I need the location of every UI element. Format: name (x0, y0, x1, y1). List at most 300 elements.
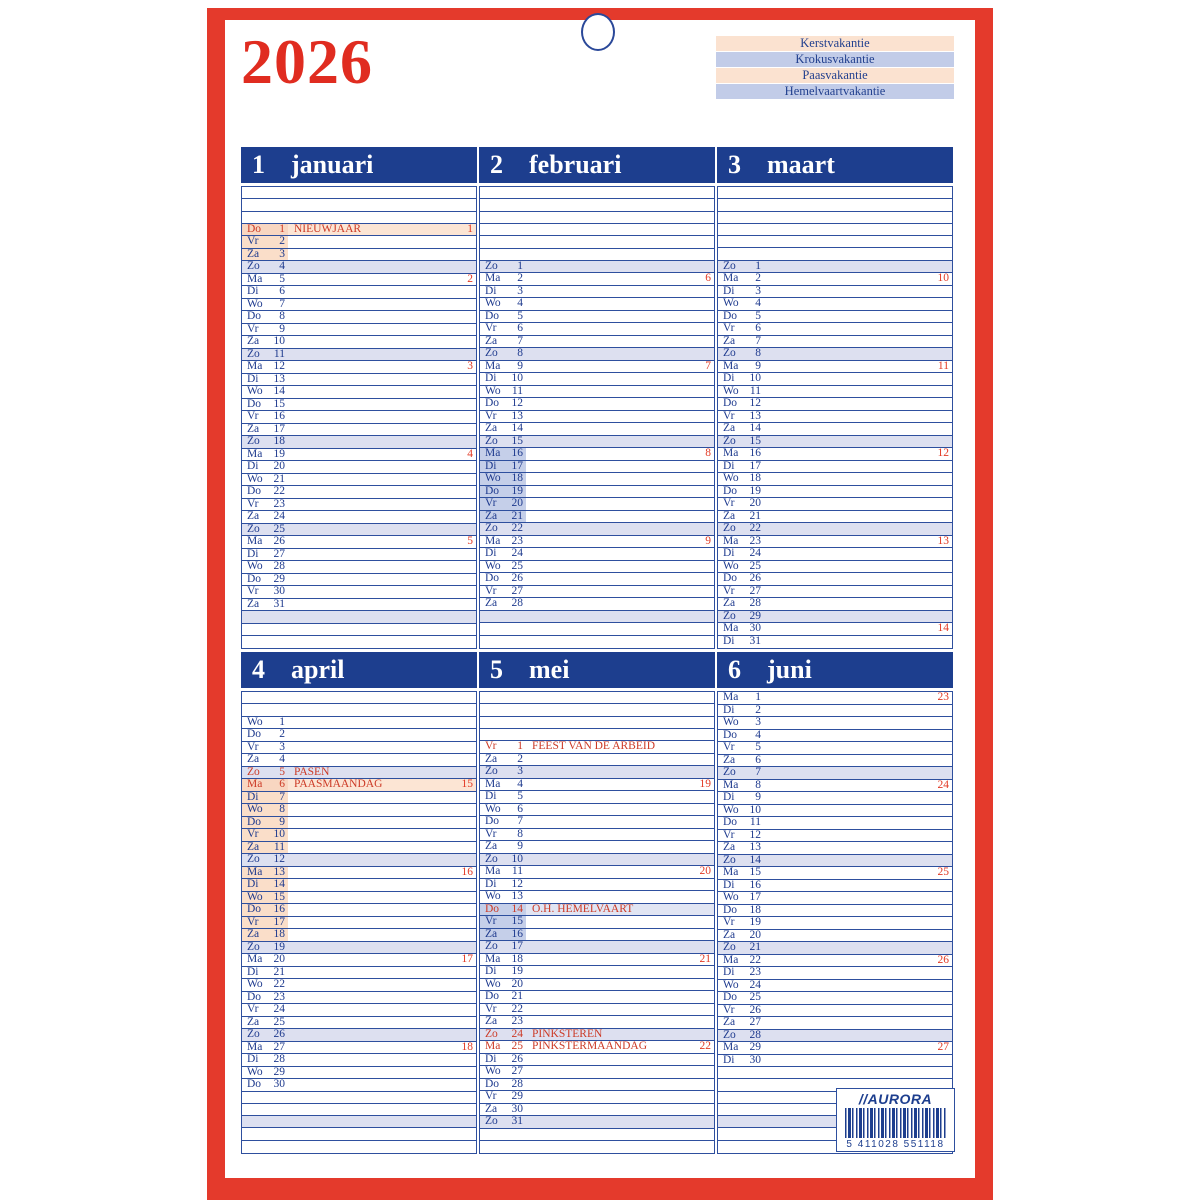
day-row (242, 1079, 476, 1092)
day-number: 12 (273, 360, 285, 373)
day-row (718, 261, 952, 274)
day-row (480, 791, 714, 804)
day-abbr: Ma (247, 953, 263, 966)
day-abbr: Ma (723, 447, 739, 460)
day-number: 15 (749, 866, 761, 878)
week-number: 8 (705, 447, 711, 460)
day-row (242, 224, 476, 237)
day-abbr: Zo (723, 766, 736, 778)
day-number: 6 (517, 322, 523, 335)
day-row (480, 816, 714, 829)
day-abbr: Di (247, 790, 259, 803)
day-number: 22 (511, 522, 523, 535)
day-abbr: Vr (247, 322, 259, 335)
day-abbr: Za (247, 247, 260, 260)
day-row (242, 754, 476, 767)
day-row (242, 187, 476, 199)
day-number: 7 (517, 334, 523, 347)
day-cells (480, 249, 526, 260)
day-abbr: Za (247, 510, 260, 523)
month-rows (241, 186, 477, 649)
day-row (480, 766, 714, 779)
barcode-number: 5 411028 551118 (846, 1139, 945, 1150)
week-number: 6 (705, 272, 711, 285)
day-row (718, 248, 952, 260)
day-cells (480, 636, 526, 648)
day-row (480, 611, 714, 623)
day-number: 21 (273, 965, 285, 978)
day-number: 27 (273, 1040, 285, 1053)
day-row (480, 636, 714, 648)
day-row (242, 611, 476, 623)
day-row (480, 841, 714, 854)
day-number: 4 (279, 753, 285, 766)
day-number: 5 (279, 765, 285, 778)
day-cells (242, 1116, 288, 1127)
day-cells (480, 623, 526, 634)
day-cells (718, 224, 764, 235)
day-number: 31 (273, 597, 285, 610)
day-row (480, 1091, 714, 1104)
day-cells (480, 611, 526, 622)
month-column-juni (717, 652, 953, 1154)
day-abbr: Ma (247, 778, 263, 791)
day-abbr: Do (247, 815, 262, 828)
day-abbr: Ma (485, 777, 501, 790)
day-abbr: Zo (247, 1028, 260, 1041)
day-number: 3 (517, 284, 523, 297)
day-row (718, 623, 952, 636)
day-abbr: Di (723, 459, 735, 472)
day-row (242, 636, 476, 648)
day-abbr: Zo (485, 434, 498, 447)
day-row (718, 273, 952, 286)
day-number: 1 (755, 259, 761, 272)
month-column-april (241, 652, 477, 1154)
day-abbr: Vr (247, 915, 259, 928)
day-number: 27 (273, 547, 285, 560)
day-abbr: Di (723, 791, 735, 803)
day-number: 12 (511, 397, 523, 410)
day-abbr: Za (723, 928, 736, 941)
month-rows (241, 691, 477, 1154)
day-abbr: Zo (247, 940, 260, 953)
day-abbr: Ma (485, 952, 501, 965)
day-row (718, 1055, 952, 1068)
day-number: 3 (755, 284, 761, 297)
day-row (718, 187, 952, 199)
day-cells (242, 624, 288, 635)
day-number: 10 (273, 335, 285, 348)
day-row (718, 398, 952, 411)
week-number: 27 (937, 1041, 949, 1053)
day-row (718, 692, 952, 705)
day-row (480, 1129, 714, 1141)
week-number: 21 (699, 952, 711, 965)
day-number: 7 (279, 790, 285, 803)
day-abbr: Di (247, 372, 259, 385)
week-number: 11 (937, 359, 949, 372)
day-row (480, 829, 714, 842)
holiday-label: FEEST VAN DE ARBEID (532, 740, 656, 752)
day-cells (242, 636, 288, 648)
day-row (242, 792, 476, 805)
legend-label: Paasvakantie (802, 68, 868, 82)
day-row (480, 273, 714, 286)
day-number: 25 (749, 991, 761, 1003)
day-row (242, 1141, 476, 1153)
day-number: 2 (279, 728, 285, 741)
legend (716, 36, 954, 100)
day-row (480, 866, 714, 879)
day-abbr: Ma (723, 359, 739, 372)
day-number: 7 (755, 334, 761, 347)
day-row (242, 704, 476, 716)
day-row (718, 224, 952, 236)
day-abbr: Di (247, 1053, 259, 1066)
day-abbr: Zo (723, 609, 736, 622)
day-number: 12 (511, 877, 523, 890)
day-abbr: Di (485, 459, 497, 472)
day-abbr: Za (723, 753, 736, 766)
day-abbr: Za (247, 335, 260, 348)
day-row (242, 336, 476, 349)
day-row (242, 742, 476, 755)
day-cells (480, 236, 526, 247)
day-number: 6 (517, 802, 523, 815)
day-number: 2 (517, 752, 523, 765)
week-number: 17 (461, 953, 473, 966)
month-number: 3 (728, 150, 741, 179)
week-number: 2 (467, 272, 473, 285)
day-number: 4 (517, 297, 523, 310)
month-number: 1 (252, 150, 265, 179)
day-abbr: Za (485, 1102, 498, 1115)
day-abbr: Wo (247, 385, 263, 398)
day-row (718, 1017, 952, 1030)
day-number: 20 (273, 953, 285, 966)
day-number: 29 (749, 1041, 761, 1053)
day-number: 1 (517, 259, 523, 272)
day-abbr: Do (723, 397, 738, 410)
day-abbr: Zo (723, 347, 736, 360)
day-cells (242, 1092, 288, 1103)
day-abbr: Vr (247, 828, 259, 841)
day-abbr: Wo (247, 472, 263, 485)
day-row (242, 411, 476, 424)
day-row (242, 779, 476, 792)
day-abbr: Di (485, 547, 497, 560)
day-cells (480, 199, 526, 210)
day-row (480, 261, 714, 274)
month-number: 2 (490, 150, 503, 179)
day-row (242, 599, 476, 612)
day-abbr: Do (485, 1077, 500, 1090)
day-row (242, 561, 476, 574)
day-row (480, 212, 714, 224)
day-cells (480, 1129, 526, 1140)
day-row (718, 917, 952, 930)
year-label: 2026 (241, 26, 373, 97)
week-number: 25 (937, 866, 949, 878)
day-number: 23 (511, 534, 523, 547)
day-row (718, 992, 952, 1005)
month-name: mei (529, 655, 570, 684)
week-number: 15 (461, 778, 473, 791)
week-number: 24 (937, 778, 949, 791)
day-abbr: Zo (247, 765, 260, 778)
day-cells (480, 729, 526, 740)
day-row (718, 348, 952, 361)
day-row (242, 904, 476, 917)
day-abbr: Vr (485, 740, 497, 752)
day-row (480, 199, 714, 211)
day-abbr: Vr (247, 410, 259, 423)
day-row (718, 311, 952, 324)
day-number: 15 (273, 890, 285, 903)
day-row (242, 274, 476, 287)
legend-band (716, 36, 954, 51)
day-abbr: Wo (485, 297, 501, 310)
day-number: 16 (511, 447, 523, 460)
day-row (242, 1092, 476, 1104)
day-number: 12 (749, 828, 761, 841)
calendar-card (207, 8, 993, 1200)
day-row (718, 705, 952, 718)
day-number: 16 (749, 878, 761, 891)
day-number: 23 (749, 534, 761, 547)
day-number: 18 (749, 472, 761, 485)
day-number: 19 (511, 484, 523, 497)
day-cells (480, 1141, 526, 1153)
day-abbr: Za (247, 422, 260, 435)
day-number: 22 (749, 953, 761, 966)
day-row (718, 286, 952, 299)
day-row (480, 779, 714, 792)
day-cells (718, 1079, 764, 1090)
day-row (718, 755, 952, 768)
day-abbr: Wo (723, 384, 739, 397)
day-abbr: Ma (485, 447, 501, 460)
day-number: 14 (749, 422, 761, 435)
week-number: 12 (937, 447, 949, 460)
day-abbr: Wo (485, 472, 501, 485)
day-row (242, 829, 476, 842)
day-number: 2 (755, 272, 761, 285)
day-abbr: Ma (485, 1040, 501, 1052)
day-abbr: Vr (723, 828, 735, 841)
day-number: 28 (511, 1077, 523, 1090)
day-number: 6 (755, 322, 761, 335)
day-row (242, 436, 476, 449)
day-number: 18 (749, 903, 761, 916)
day-row (242, 1029, 476, 1042)
day-row (242, 236, 476, 249)
day-number: 28 (749, 1028, 761, 1041)
month-name: juni (767, 655, 812, 684)
month-name: januari (291, 150, 374, 179)
day-number: 17 (749, 459, 761, 472)
day-abbr: Wo (723, 297, 739, 310)
day-number: 14 (273, 385, 285, 398)
day-number: 7 (755, 766, 761, 778)
week-number: 23 (937, 691, 949, 703)
day-row (480, 224, 714, 236)
day-number: 11 (273, 840, 285, 853)
day-number: 13 (511, 890, 523, 902)
day-row (718, 1067, 952, 1079)
legend-label: Kerstvakantie (800, 36, 870, 50)
day-number: 7 (279, 297, 285, 310)
day-number: 25 (511, 1040, 523, 1052)
day-abbr: Za (723, 597, 736, 610)
day-abbr: Ma (723, 622, 739, 635)
day-number: 8 (755, 347, 761, 360)
day-abbr: Vr (247, 497, 259, 510)
day-abbr: Do (485, 815, 500, 827)
legend-label: Krokusvakantie (795, 52, 875, 66)
day-abbr: Vr (485, 497, 497, 510)
day-number: 17 (511, 459, 523, 472)
day-abbr: Za (247, 753, 260, 766)
day-abbr: Vr (247, 740, 259, 753)
day-cells (718, 1128, 764, 1139)
day-row (718, 498, 952, 511)
day-abbr: Wo (485, 802, 501, 815)
day-abbr: Zo (485, 522, 498, 535)
day-number: 21 (511, 990, 523, 1002)
day-abbr: Di (723, 284, 735, 297)
day-abbr: Di (723, 547, 735, 560)
day-abbr: Vr (485, 827, 497, 840)
day-abbr: Zo (723, 941, 736, 953)
day-abbr: Ma (723, 272, 739, 285)
day-abbr: Ma (485, 359, 501, 372)
day-number: 8 (517, 827, 523, 840)
holiday-label: PAASMAANDAG (294, 778, 383, 791)
day-number: 5 (755, 309, 761, 322)
day-abbr: Do (485, 990, 500, 1002)
day-number: 4 (279, 260, 285, 273)
day-number: 27 (511, 584, 523, 597)
day-row (718, 767, 952, 780)
month-number: 5 (490, 655, 503, 684)
day-number: 9 (755, 791, 761, 803)
day-row (718, 199, 952, 211)
day-abbr: Di (723, 635, 735, 648)
day-number: 13 (749, 409, 761, 422)
day-abbr: Di (723, 878, 735, 891)
day-row (480, 323, 714, 336)
day-number: 4 (755, 728, 761, 741)
holiday-label: PINKSTEREN (532, 1027, 603, 1040)
day-cells (480, 212, 526, 223)
day-row (480, 623, 714, 635)
week-number: 18 (461, 1040, 473, 1053)
day-number: 5 (279, 272, 285, 285)
day-abbr: Vr (723, 1003, 735, 1016)
day-row (480, 916, 714, 929)
day-row (480, 348, 714, 361)
day-number: 10 (273, 828, 285, 841)
day-abbr: Do (723, 484, 738, 497)
day-number: 26 (511, 572, 523, 585)
day-number: 12 (273, 853, 285, 866)
day-abbr: Wo (247, 297, 263, 310)
day-number: 16 (511, 927, 523, 940)
day-abbr: Zo (723, 1028, 736, 1041)
day-abbr: Za (485, 840, 498, 852)
day-cells (242, 212, 288, 223)
day-abbr: Do (723, 309, 738, 322)
day-number: 26 (273, 1028, 285, 1041)
day-abbr: Vr (485, 1002, 497, 1015)
day-number: 19 (749, 484, 761, 497)
day-number: 26 (273, 535, 285, 548)
day-number: 11 (511, 865, 523, 877)
day-abbr: Vr (485, 584, 497, 597)
day-abbr: Vr (485, 915, 497, 927)
day-abbr: Za (485, 422, 498, 435)
day-number: 15 (511, 434, 523, 447)
day-number: 21 (273, 472, 285, 485)
day-number: 25 (511, 559, 523, 572)
day-number: 4 (517, 777, 523, 790)
day-abbr: Wo (723, 803, 739, 816)
day-cells (480, 717, 526, 728)
week-number: 20 (699, 865, 711, 877)
month-name: maart (767, 150, 835, 179)
day-number: 23 (273, 497, 285, 510)
day-abbr: Za (485, 509, 498, 522)
month-name: februari (529, 150, 622, 179)
day-number: 24 (749, 978, 761, 991)
day-row (242, 199, 476, 211)
day-row (242, 717, 476, 730)
day-number: 18 (273, 435, 285, 448)
day-row (242, 261, 476, 274)
day-number: 31 (749, 635, 761, 648)
day-abbr: Vr (485, 409, 497, 422)
day-abbr: Do (723, 728, 738, 741)
day-abbr: Ma (485, 534, 501, 547)
day-cells (718, 212, 764, 223)
day-number: 9 (517, 359, 523, 372)
day-row (242, 486, 476, 499)
day-row (718, 473, 952, 486)
day-abbr: Ma (485, 272, 501, 285)
day-number: 9 (755, 359, 761, 372)
day-number: 20 (749, 497, 761, 510)
day-number: 3 (279, 740, 285, 753)
day-number: 23 (511, 1015, 523, 1027)
day-abbr: Do (723, 991, 738, 1003)
day-number: 28 (273, 1053, 285, 1066)
day-number: 14 (511, 422, 523, 435)
day-abbr: Do (247, 485, 262, 498)
day-number: 20 (749, 928, 761, 941)
month-column-maart (717, 147, 953, 649)
day-abbr: Di (485, 790, 497, 802)
holiday-label: O.H. HEMELVAART (532, 902, 634, 915)
hang-hole-icon (581, 13, 615, 51)
day-abbr: Do (247, 990, 262, 1003)
legend-band (716, 84, 954, 99)
day-row (480, 754, 714, 767)
day-abbr: Wo (485, 1065, 501, 1077)
day-abbr: Do (247, 1078, 262, 1091)
day-number: 21 (749, 941, 761, 953)
